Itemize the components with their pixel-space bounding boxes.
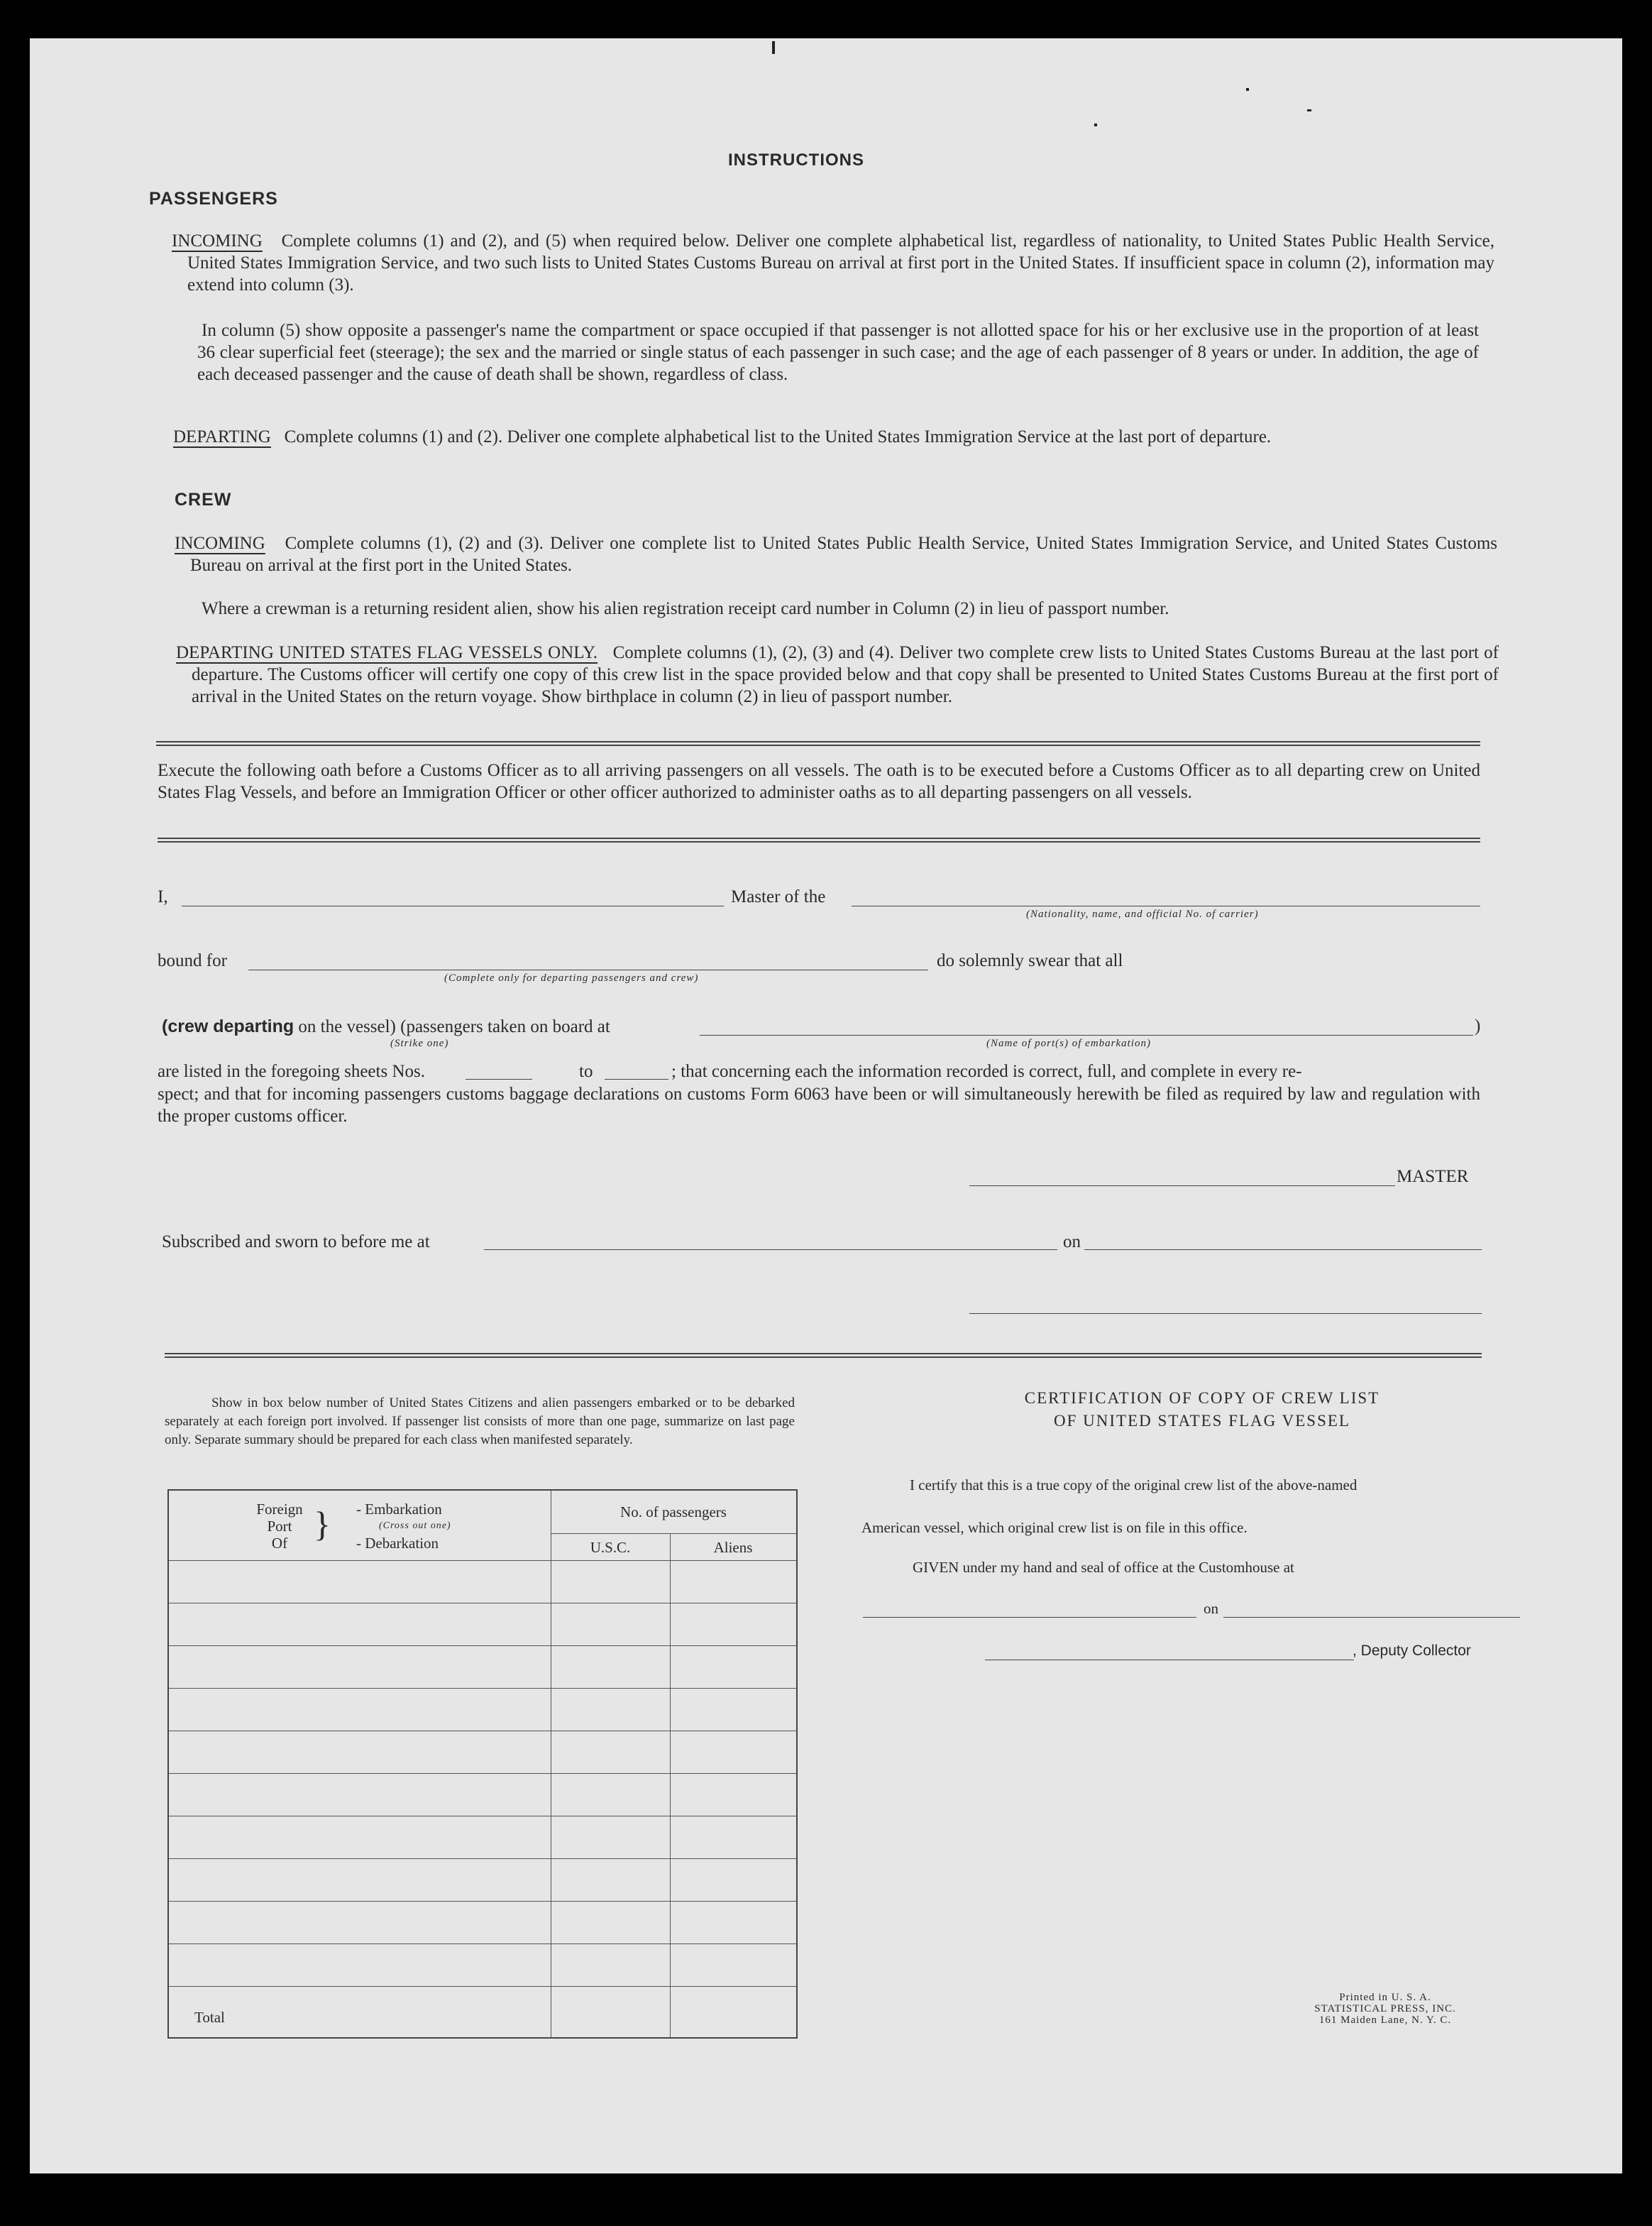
listed-post: ; that concerning each the information recorded is correct, full, and complete in every re- bbox=[671, 1062, 1302, 1081]
total-label: Total bbox=[194, 2009, 225, 2026]
oath-divider bbox=[158, 838, 1480, 843]
crew-departing-label: DEPARTING UNITED STATES FLAG VESSELS ONLY. bbox=[176, 643, 598, 662]
printer-line2: STATISTICAL PRESS, INC. bbox=[1314, 2003, 1456, 2014]
passengers-heading: PASSENGERS bbox=[149, 189, 278, 209]
summary-intro: Show in box below number of United States Citizens and alien passengers embarked or to be debarked separately at each foreign port involved. If passenger list consists of more than one page, summarize on last page only. Separate summary should be prepared for each class when manifested separately. bbox=[165, 1396, 795, 1447]
col-divider-2 bbox=[670, 1533, 671, 2037]
row-line-8 bbox=[169, 1858, 796, 1859]
strike-hint: (Strike one) bbox=[390, 1038, 449, 1049]
on-label: on bbox=[1063, 1232, 1081, 1251]
crew-departing-text: Complete columns (1), (2), (3) and (4). Deliver two complete crew lists to United States Customs Bureau at the last port of departure. The Customs officer will certify one copy of this crew list in the space provided below and that copy shall be presented to United States Customs Bureau at the first port of arrival in the United States on the return voyage. Show birthplace in column (2) in lieu of passport number. bbox=[192, 643, 1499, 706]
sheet-from-field[interactable] bbox=[466, 1079, 532, 1080]
bound-hint: (Complete only for departing passengers and crew) bbox=[444, 972, 699, 984]
row-line-6 bbox=[169, 1773, 796, 1774]
certification-title-line2: OF UNITED STATES FLAG VESSEL bbox=[1054, 1412, 1350, 1430]
bound-for-label: bound for bbox=[158, 951, 227, 970]
passengers-departing-paragraph bbox=[173, 426, 1493, 448]
oath-intro: Execute the following oath before a Customs Officer as to all arriving passengers on all vessels. The oath is to be executed before a Customs Officer as to all departing crew on United States Flag Vessels, and before an Immigration Officer or other officer authorized to administer oaths as to all departing passengers on all vessels. bbox=[158, 761, 1480, 802]
embarkation-option[interactable]: - Embarkation bbox=[356, 1501, 442, 1518]
swear-label: do solemnly swear that all bbox=[937, 951, 1123, 970]
customhouse-field[interactable] bbox=[863, 1617, 1196, 1618]
printer-line1: Printed in U. S. A. bbox=[1339, 1992, 1431, 2003]
crew-incoming-text: Complete columns (1), (2) and (3). Deliver one complete list to United States Public Health Service, United States Immigration Service, and United States Customs Bureau on arrival at the first port in the United States. bbox=[190, 534, 1498, 575]
scan-speck bbox=[1094, 124, 1097, 126]
cert-date-field[interactable] bbox=[1223, 1617, 1520, 1618]
passengers-incoming-text: Complete columns (1) and (2), and (5) when required below. Deliver one complete alphabetical list, regardless of nationality, to United States Public Health Service, United States Immigration Service, and two such lists to United States Customs Bureau on arrival at first port in the United States. If insufficient space in column (2), information may extend into column (3). bbox=[187, 231, 1495, 295]
deputy-label: , Deputy Collector bbox=[1353, 1643, 1471, 1659]
brace-icon: } bbox=[314, 1504, 331, 1544]
scan-speck bbox=[772, 41, 775, 54]
passengers-incoming-label: INCOMING bbox=[172, 231, 263, 251]
printer-line3: 161 Maiden Lane, N. Y. C. bbox=[1318, 2014, 1452, 2026]
officer-signature-field[interactable] bbox=[969, 1313, 1482, 1314]
sworn-place-field[interactable] bbox=[484, 1249, 1057, 1250]
carrier-hint: (Nationality, name, and official No. of carrier) bbox=[1026, 909, 1259, 920]
on-vessel-text: on the vessel) bbox=[298, 1017, 396, 1036]
passengers-incoming-paragraph bbox=[172, 230, 1494, 296]
passengers-departing-label: DEPARTING bbox=[173, 427, 271, 446]
row-line-3 bbox=[169, 1645, 796, 1646]
to-label: to bbox=[579, 1062, 593, 1081]
listed-pre: are listed in the foregoing sheets Nos. bbox=[158, 1062, 425, 1081]
cert-on-label: on bbox=[1204, 1600, 1218, 1617]
foreign-text: Foreign bbox=[256, 1501, 303, 1518]
subheader-line bbox=[551, 1533, 796, 1534]
certification-title-line1: CERTIFICATION OF COPY OF CREW LIST bbox=[1024, 1389, 1380, 1407]
subscribed-label: Subscribed and sworn to before me at bbox=[162, 1232, 430, 1251]
passengers-departing-text: Complete columns (1) and (2). Deliver one complete alphabetical list to the United States Immigration Service at the last port of departure. bbox=[284, 427, 1272, 446]
i-label: I, bbox=[158, 887, 168, 906]
debarkation-option[interactable]: - Debarkation bbox=[356, 1535, 439, 1552]
passengers-taken-option[interactable]: (passengers taken on board at bbox=[400, 1017, 610, 1036]
listed-line2: spect; and that for incoming passengers customs baggage declarations on customs Form 6063 have been or will simultaneously herewith be filed as required by law and regulation with the proper customs officer. bbox=[158, 1085, 1480, 1126]
certification-title bbox=[890, 1387, 1514, 1432]
row-line-4 bbox=[169, 1688, 796, 1689]
foreign-port-label bbox=[251, 1501, 308, 1552]
row-line-9 bbox=[169, 1901, 796, 1902]
master-signature-field[interactable] bbox=[969, 1185, 1395, 1186]
printer-imprint bbox=[1257, 1992, 1513, 2026]
certify-line1: I certify that this is a true copy of the original crew list of the above-named bbox=[910, 1476, 1358, 1493]
row-line-10 bbox=[169, 1943, 796, 1944]
crew-incoming-label: INCOMING bbox=[175, 534, 265, 553]
ports-hint: (Name of port(s) of embarkation) bbox=[986, 1038, 1151, 1049]
crew-departing-option[interactable]: (crew departing bbox=[162, 1016, 294, 1036]
given-line: GIVEN under my hand and seal of office at the Customhouse at bbox=[913, 1559, 1294, 1576]
master-label: MASTER bbox=[1397, 1167, 1469, 1186]
port-text: Port bbox=[267, 1518, 292, 1535]
usc-header: U.S.C. bbox=[590, 1539, 631, 1556]
bottom-divider bbox=[165, 1353, 1482, 1358]
passengers-column5-paragraph: In column (5) show opposite a passenger's name the compartment or space occupied if that passenger is not allotted space for his or her exclusive use in the proportion of at least 36 clear superficial feet (steerage); the sex and the married or single status of each passenger in such case; and the age of each passenger of 8 years or under. In addition, the age of each deceased passenger and the cause of death shall be shown, regardless of class. bbox=[197, 321, 1479, 384]
close-paren: ) bbox=[1475, 1016, 1481, 1036]
sheet-to-field[interactable] bbox=[605, 1079, 668, 1080]
master-of-label: Master of the bbox=[731, 887, 826, 906]
scan-speck bbox=[1246, 88, 1249, 91]
strike-line bbox=[162, 1016, 610, 1037]
scan-speck bbox=[1307, 109, 1311, 111]
summary-table bbox=[167, 1489, 798, 2039]
row-line-1 bbox=[169, 1560, 796, 1561]
of-text: Of bbox=[271, 1535, 288, 1552]
sworn-date-field[interactable] bbox=[1084, 1249, 1482, 1250]
instructions-title: INSTRUCTIONS bbox=[728, 150, 864, 170]
crew-heading: CREW bbox=[175, 490, 232, 510]
crew-incoming-paragraph bbox=[175, 532, 1497, 576]
ports-field[interactable] bbox=[700, 1035, 1473, 1036]
certify-line2: American vessel, which original crew list is on file in this office. bbox=[861, 1519, 1248, 1536]
aliens-header: Aliens bbox=[713, 1539, 753, 1556]
cross-out-hint: (Cross out one) bbox=[379, 1520, 451, 1531]
crew-resident-paragraph: Where a crewman is a returning resident alien, show his alien registration receipt card number in Column (2) in lieu of passport number. bbox=[202, 599, 1169, 618]
row-line-11 bbox=[169, 1986, 796, 1987]
form-page bbox=[30, 38, 1622, 2173]
section-divider bbox=[156, 741, 1480, 746]
no-of-passengers-header: No. of passengers bbox=[620, 1503, 727, 1520]
crew-departing-paragraph bbox=[176, 642, 1499, 708]
